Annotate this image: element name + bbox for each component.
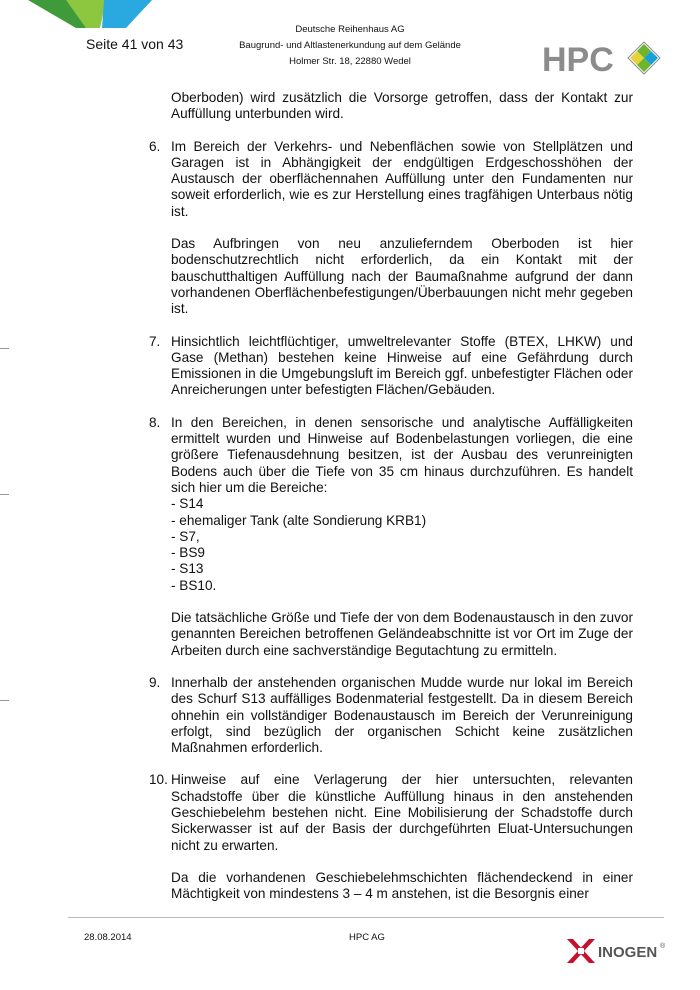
corner-logo — [28, 0, 152, 30]
area-list-item: - S7, — [171, 528, 200, 544]
area-list-item: - BS10. — [171, 577, 217, 593]
item-number: 9. — [149, 674, 161, 690]
header-address: Holmer Str. 18, 22880 Wedel — [289, 56, 411, 67]
item-number: 6. — [149, 138, 161, 154]
margin-fold-mark — [0, 700, 9, 701]
list-item-10 — [149, 772, 633, 902]
item-paragraph: Da die vorhandenen Geschiebelehmschichten flächendeckend in einer Mächtigkeit von mindestens 3 – 4 m anstehen, ist die Besorgnis einer — [171, 869, 633, 902]
inogen-logo-text: INOGEN — [598, 944, 658, 961]
item-text: Innerhalb der anstehenden organischen Mudde wurde nur lokal im Bereich des Schurf S13 auffälliges Bodenmaterial festgestellt. Da in diesem Bereich ohnehin ein vollständiger Bodenaustausch im Bereich der Verunreinigung erfolgt, sind bezüglich der organischen Schicht keine zusätzlichen Maßnahmen erforderlich. — [171, 674, 633, 756]
area-list-item: - S14 — [171, 496, 204, 512]
footer-divider — [68, 917, 664, 918]
area-list-item: - ehemaliger Tank (alte Sondierung KRB1) — [171, 512, 427, 528]
area-list-item: - S13 — [171, 561, 204, 577]
footer-date: 28.08.2014 — [84, 932, 132, 943]
header-company-name: Deutsche Reihenhaus AG — [295, 24, 405, 35]
registered-mark: ® — [660, 943, 666, 950]
item-text: Im Bereich der Verkehrs- und Nebenflächen sowie von Stellplätzen und Garagen ist in Abhängigkeit der endgültigen Erdgeschosshöhen der Austausch der oberflächennahen Auffüllung unter den Fundamenten nur soweit erforderlich, wie es zur Herstellung eines tragfähigen Unterbaus nötig ist. — [171, 138, 633, 219]
footer-company: HPC AG — [349, 932, 385, 943]
margin-punch-mark — [0, 494, 9, 495]
item-number: 8. — [149, 414, 161, 430]
item-paragraph: Das Aufbringen von neu anzulieferndem Oberboden ist hier bodenschutzrechtlich nicht erforderlich, da ein Kontakt mit der bauschutthaltigen Auffüllung nach der Baumaßnahme aufgrund der dann vorhandenen Oberflächenbefestigungen/Überbauungen nicht mehr gegeben ist. — [171, 236, 633, 317]
list-item-9 — [149, 675, 633, 756]
item-number: 7. — [149, 333, 161, 349]
continued-paragraph: Oberboden) wird zusätzlich die Vorsorge getroffen, dass der Kontakt zur Auffüllung unterbunden wird. — [171, 90, 633, 122]
hpc-logo — [540, 38, 664, 78]
item-paragraph: Die tatsächliche Größe und Tiefe der von dem Bodenaustausch in den zuvor genannten Bereichen betroffenen Geländeabschnitte ist vor Ort im Zuge der Arbeiten durch eine sachverständige Begutachtung zu ermitteln. — [171, 610, 633, 658]
item-text: Hinweise auf eine Verlagerung der hier untersuchten, relevanten Schadstoffe über die künstliche Auffüllung hinaus in den anstehenden Geschiebelehm bestehen nicht. Eine Mobilisierung der Schadstoffe durch Sickerwasser ist auf der Basis der durchgeführten Eluat-Untersuchungen nicht zu erwarten. — [171, 772, 633, 853]
item-number: 10. — [149, 772, 168, 788]
inogen-x-icon — [567, 939, 595, 963]
document-body — [149, 90, 633, 902]
list-item-6 — [149, 139, 633, 318]
header-project-title: Baugrund- und Altlastenerkundung auf dem Gelände — [239, 40, 461, 51]
inogen-logo — [564, 934, 668, 968]
list-item-7 — [149, 334, 633, 399]
page-number: Seite 41 von 43 — [86, 36, 184, 52]
area-list-item: - BS9 — [171, 545, 205, 561]
margin-fold-mark — [0, 348, 9, 349]
item-text: Hinsichtlich leichtflüchtiger, umweltrelevanter Stoffe (BTEX, LHKW) und Gase (Methan) bestehen keine Hinweise auf eine Gefährdung durch Emissionen in die Umgebungsluft im Bereich ggf. unbefestigter Flächen oder Anreicherungen unter befestigten Flächen/Gebäuden. — [171, 333, 633, 398]
hpc-logo-text: HPC — [542, 41, 614, 78]
item-text: In den Bereichen, in denen sensorische und analytische Auffälligkeiten ermittelt wurden und Hinweise auf Bodenbelastungen vorliegen, die eine größere Tiefenausdehnung besitzen, ist der Ausbau des verunreinigten Bodens auch über die Tiefe von 35 cm hinaus durchzuführen. Es handelt sich hier um die Bereiche: — [171, 414, 633, 495]
list-item-8 — [149, 415, 633, 659]
